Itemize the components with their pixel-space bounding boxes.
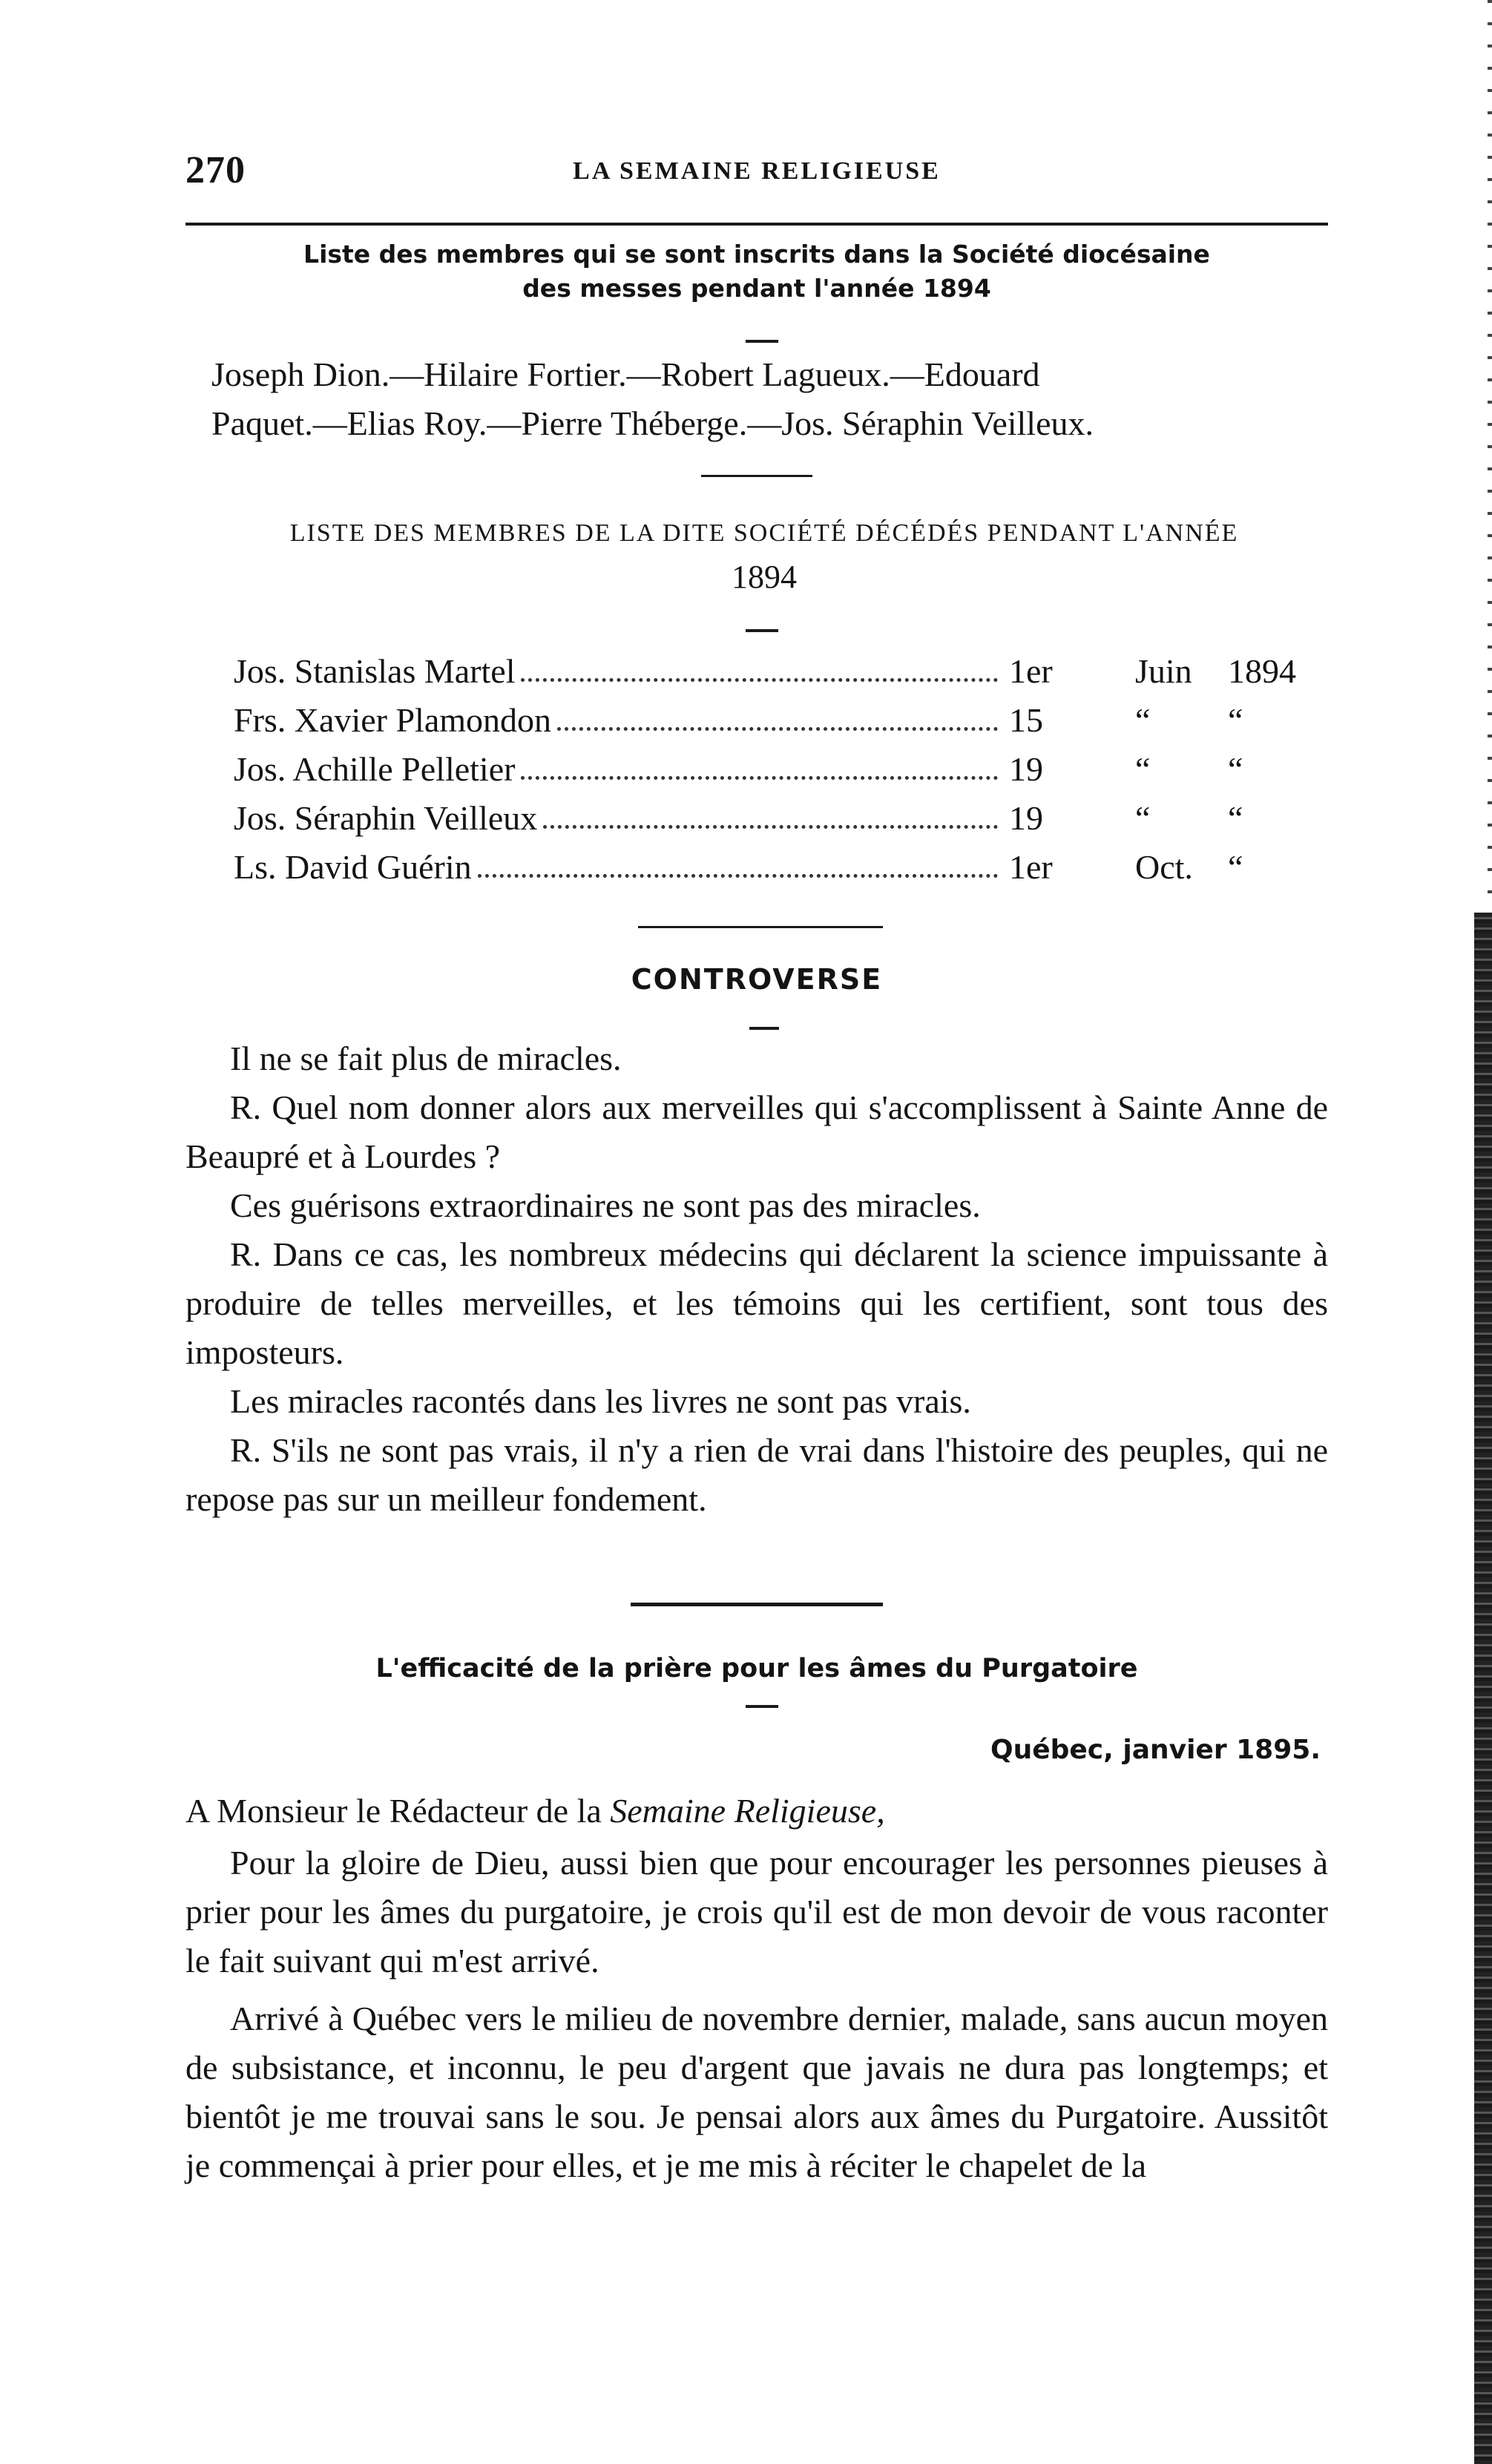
deceased-row [234,843,1302,892]
death-month: “ [1135,701,1151,739]
section-divider-1 [701,475,812,477]
leader-dots [478,874,998,878]
deceased-name: Jos. Séraphin Veilleux [234,799,538,837]
members-list-title-line2: des messes pendant l'année 1894 [522,274,991,303]
deceased-name: Jos. Achille Pelletier [234,750,516,788]
members-list [211,350,1328,448]
running-head [185,148,1328,200]
response-2: R. Dans ce cas, les nombreux médecins qui déclarent la science impuissante à produire de telles merveilles, et les témoins qui les certifient, sont tous des imposteurs. [185,1235,1328,1371]
section4-short-rule [746,1705,778,1708]
members-list-line1: Joseph Dion.—Hilaire Fortier.—Robert Lagueux.—Edouard [211,355,1040,393]
death-year: 1894 [1228,652,1296,690]
section-divider-2 [638,926,883,928]
death-month: Oct. [1135,848,1193,886]
deceased-row [234,647,1302,696]
death-year: “ [1228,750,1243,788]
leader-dots [521,776,998,780]
death-month: Juin [1135,652,1192,690]
death-year: “ [1228,701,1243,739]
article-paragraph-2: Arrivé à Québec vers le milieu de novembre dernier, malade, sans aucun moyen de subsistance, et inconnu, le peu d'argent que javais ne dura pas longtemps; et bientôt je me trouvai sans le sou. Je pensai alors aux âmes du Purgatoire. Aussitôt je commençai à prier pour elles, et je me mis à réciter le chapelet de la [185,2000,1328,2184]
objection-1: Il ne se fait plus de miracles. [230,1039,622,1077]
death-day: 19 [1009,799,1043,837]
article-paragraph-1: Pour la gloire de Dieu, aussi bien que pour encourager les personnes pieuses à prier pour les âmes du purgatoire, je crois qu'il est de mon devoir de vous raconter le fait suivant qui m'est arrivé. [185,1844,1328,1980]
members-list-title [185,237,1328,306]
deceased-name: Frs. Xavier Plamondon [234,701,552,739]
controverse-body [185,1034,1328,1524]
death-year: “ [1228,848,1243,886]
deceased-row [234,794,1302,843]
objection-2: Ces guérisons extraordinaires ne sont pas des miracles. [230,1186,981,1224]
deceased-name: Jos. Stanislas Martel [234,652,516,690]
leader-dots [521,678,998,682]
death-day: 1er [1009,848,1053,886]
response-3: R. S'ils ne sont pas vrais, il n'y a rien de vrai dans l'histoire des peuples, qui ne repose pas sur un meilleur fondement. [185,1431,1328,1518]
death-day: 1er [1009,652,1053,690]
deceased-list-title [200,519,1328,548]
journal-name-italic: Semaine Religieuse, [610,1792,885,1830]
section1-short-rule [746,340,778,343]
section-divider-3 [631,1603,883,1606]
deceased-row [234,745,1302,794]
article-dateline: Québec, janvier 1895. [990,1735,1321,1765]
header-rule [185,223,1328,226]
controverse-title: CONTROVERSE [631,963,883,996]
death-day: 19 [1009,750,1043,788]
death-year: “ [1228,799,1243,837]
deceased-list-title-line1: LISTE DES MEMBRES DE LA DITE SOCIÉTÉ DÉCÉDÉS PENDANT L'ANNÉE [289,519,1239,547]
death-day: 15 [1009,701,1043,739]
deceased-row [234,696,1302,745]
members-list-title-line1: Liste des membres qui se sont inscrits dans la Société diocésaine [303,240,1210,269]
journal-title: LA SEMAINE RELIGIEUSE [573,157,941,185]
deceased-list-year: 1894 [732,559,797,595]
objection-3: Les miracles racontés dans les livres ne sont pas vrais. [230,1382,971,1420]
salutation-text: A Monsieur le Rédacteur de la [185,1792,611,1830]
page-number: 270 [185,149,246,191]
response-1: R. Quel nom donner alors aux merveilles qui s'accomplissent à Sainte Anne de Beaupré et à Lourdes ? [185,1088,1328,1175]
members-list-line2: Paquet.—Elias Roy.—Pierre Théberge.—Jos. Séraphin Veilleux. [211,404,1094,442]
death-month: “ [1135,750,1151,788]
leader-dots [543,825,998,829]
scan-edge-marks [1488,0,1492,913]
scan-edge-artifact [1474,913,1492,2464]
article-body [185,1839,1328,2190]
article-title: L'efficacité de la prière pour les âmes du Purgatoire [375,1654,1138,1683]
death-month: “ [1135,799,1151,837]
section2-short-rule [746,629,778,632]
leader-dots [557,727,998,731]
article-salutation [185,1787,1328,1836]
deceased-name: Ls. David Guérin [234,848,472,886]
section3-short-rule [749,1027,779,1030]
